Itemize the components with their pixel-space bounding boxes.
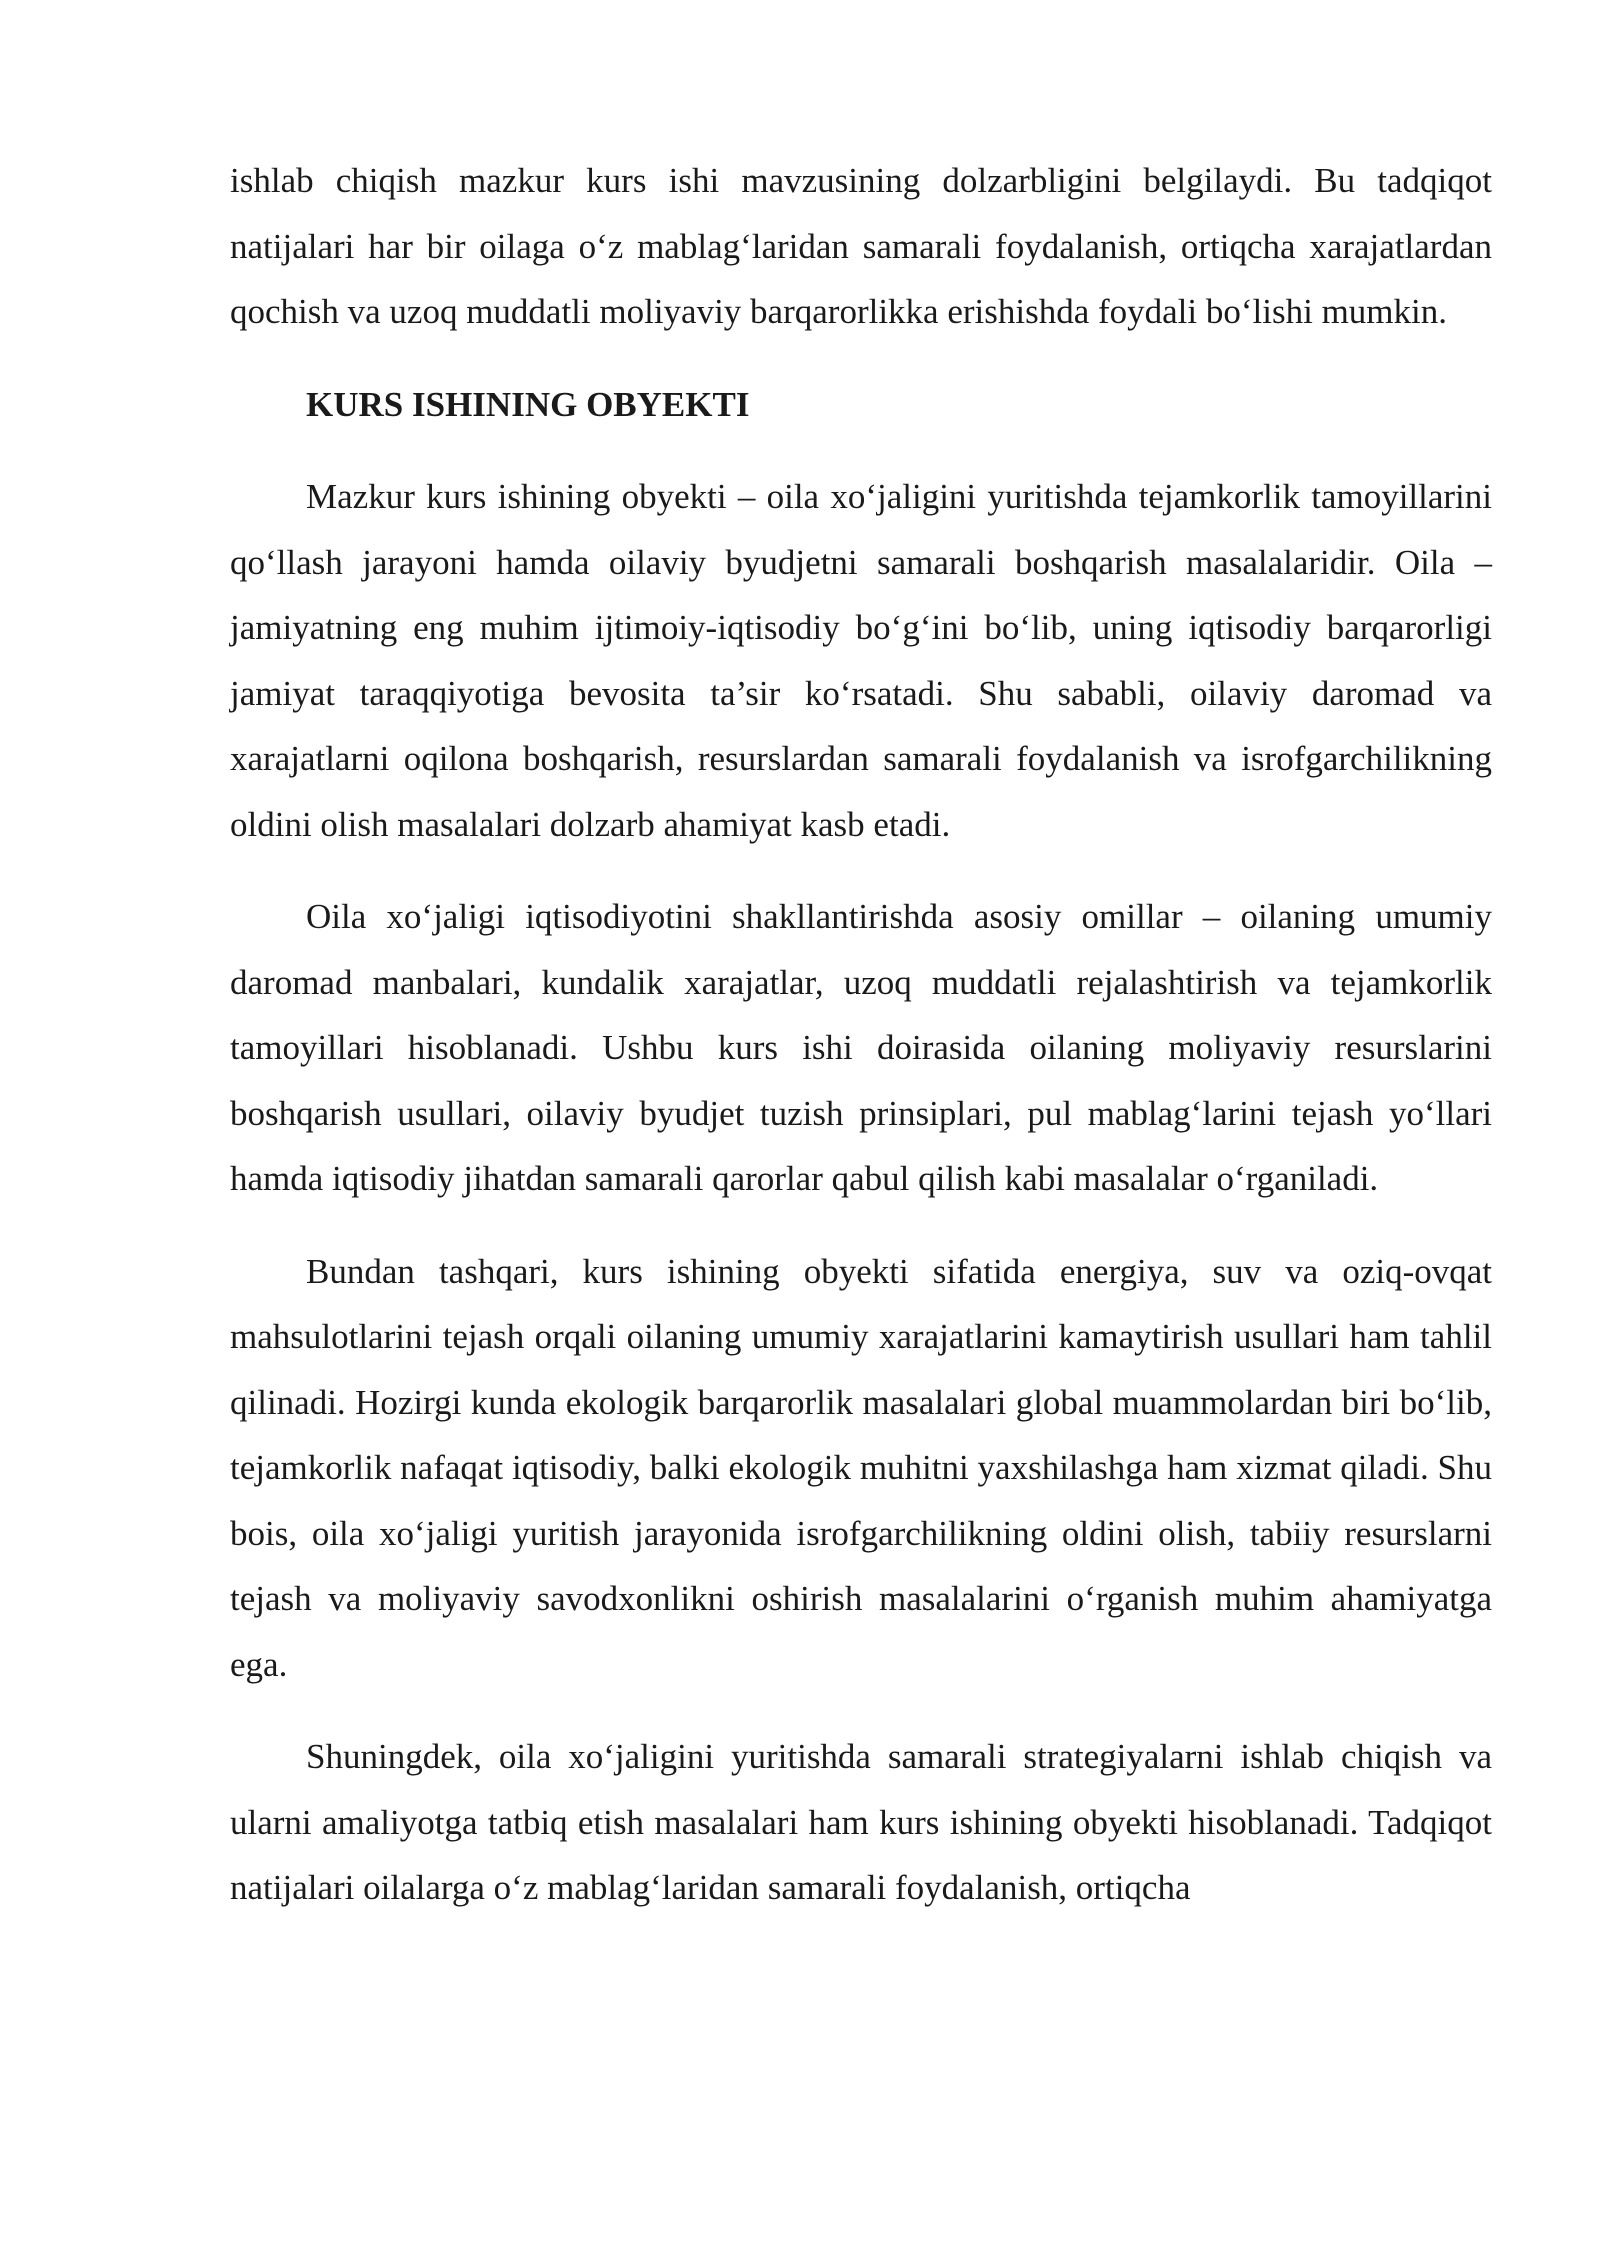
paragraph-resource-saving: Bundan tashqari, kurs ishining obyekti sifatida energiya, suv va oziq-ovqat mahsulotlarini tejash orqali oilaning umumiy xarajatlarini kamaytirish usullari ham tahlil qilinadi. Hozirgi kunda ekologik barqarorlik masalalari global muammolardan biri bo‘lib, tejamkorlik nafaqat iqtisodiy, balki ekologik muhitni yaxshilashga ham xizmat qiladi. Shu bois, oila xo‘jaligi yuritish jarayonida isrofgarchilikning oldini olish, tabiiy resurslarni tejash va moliyaviy savodxonlikni oshirish masalalarini o‘rganish muhim ahamiyatga ega. [230,1251,1492,1684]
paragraph-strategies: Shuningdek, oila xo‘jaligini yuritishda samarali strategiyalarni ishlab chiqish va ularni amaliyotga tatbiq etish masalalari ham kurs ishining obyekti hisoblanadi. Tadqiqot natijalari oilalarga o‘z mablag‘laridan samarali foydalanish, ortiqcha [230,1737,1492,1907]
section-heading: KURS ISHINING OBYEKTI [306,384,750,424]
paragraph-object-definition: Mazkur kurs ishining obyekti – oila xo‘jaligini yuritishda tejamkorlik tamoyillarini qo‘llash jarayoni hamda oilaviy byudjetni samarali boshqarish masalalaridir. Oila – jamiyatning eng muhim ijtimoiy-iqtisodiy bo‘g‘ini bo‘lib, uning iqtisodiy barqarorligi jamiyat taraqqiyotiga bevosita ta’sir ko‘rsatadi. Shu sababli, oilaviy daromad va xarajatlarni oqilona boshqarish, resurslardan samarali foydalanish va isrofgarchilikning oldini olish masalalari dolzarb ahamiyat kasb etadi. [230,477,1492,844]
document-page [230,148,1492,1948]
paragraph-economy-factors: Oila xo‘jaligi iqtisodiyotini shakllantirishda asosiy omillar – oilaning umumiy daromad manbalari, kundalik xarajatlar, uzoq muddatli rejalashtirish va tejamkorlik tamoyillari hisoblanadi. Ushbu kurs ishi doirasida oilaning moliyaviy resurslarini boshqarish usullari, oilaviy byudjet tuzish prinsiplari, pul mablag‘larini tejash yo‘llari hamda iqtisodiy jihatdan samarali qarorlar qabul qilish kabi masalalar o‘rganiladi. [230,897,1492,1198]
paragraph-continued-intro: ishlab chiqish mazkur kurs ishi mavzusining dolzarbligini belgilaydi. Bu tadqiqot natijalari har bir oilaga o‘z mablag‘laridan samarali foydalanish, ortiqcha xarajatlardan qochish va uzoq muddatli moliyaviy barqarorlikka erishishda foydali bo‘lishi mumkin. [230,161,1492,331]
